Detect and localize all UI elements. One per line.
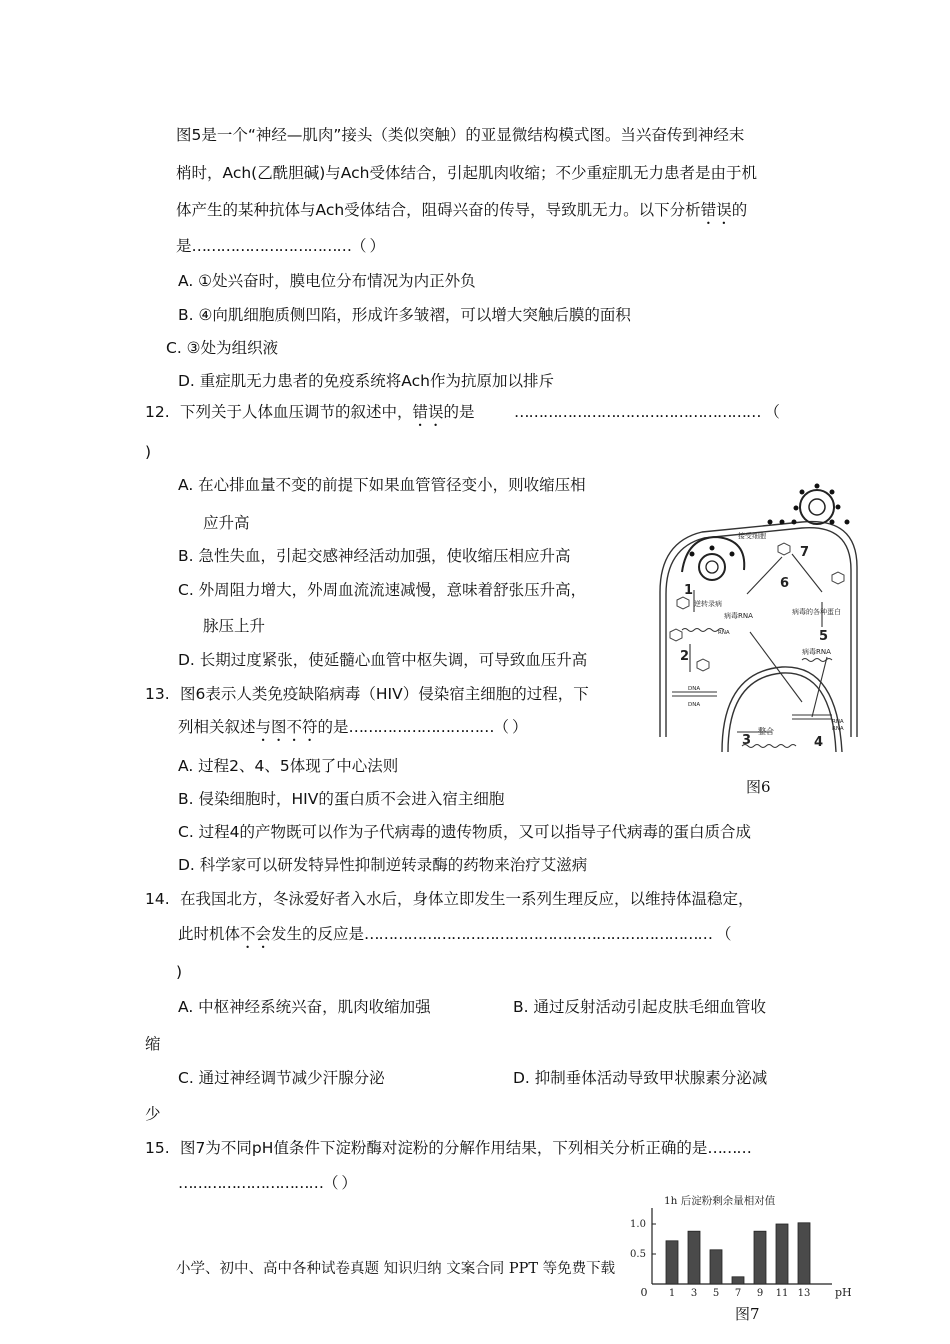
label-receptor-cell: 接受细胞 xyxy=(738,532,766,540)
capsid-protein-icon xyxy=(677,597,689,609)
chart-title: 1h 后淀粉剩余量相对值 xyxy=(664,1195,776,1207)
q11-stem-line2: 梢时，Ach(乙酰胆碱)与Ach受体结合，引起肌肉收缩；不少重症肌无力患者是由于机 xyxy=(176,164,757,182)
capsid-protein-icon xyxy=(697,659,709,671)
q12-stem xyxy=(180,402,475,430)
bar-ph-11 xyxy=(776,1224,788,1284)
q13-number: 13. xyxy=(145,685,170,703)
step-5: 5 xyxy=(819,629,829,644)
q15-answer-blank: …………………………（ ） xyxy=(178,1174,356,1192)
q13-stem-line2 xyxy=(178,717,526,745)
footer-text: 小学、初中、高中各种试卷真题 知识归纳 文案合同 PPT 等免费下载 xyxy=(176,1261,616,1277)
figure-7-caption: 图7 xyxy=(735,1305,760,1323)
x-tick-label: 1 xyxy=(668,1288,676,1299)
q12-close-paren: ) xyxy=(145,443,152,461)
q11-stem-line1: 图5是一个“神经—肌肉”接头（类似突触）的亚显微结构模式图。当兴奋传到神经末 xyxy=(176,126,745,144)
q11-option-c: C. ③处为组织液 xyxy=(166,339,279,357)
bar-ph-7 xyxy=(732,1277,744,1284)
q11-stem-end: 的 xyxy=(731,201,748,219)
bar-ph-5 xyxy=(710,1250,722,1284)
q12-option-b: B. 急性失血，引起交感神经活动加强，使收缩压相应升高 xyxy=(178,547,571,565)
capsid-protein-icon xyxy=(832,572,844,584)
rna-strand xyxy=(802,659,832,662)
step-1: 1 xyxy=(684,583,694,598)
q11-stem-shi: 是 xyxy=(176,237,192,255)
q12-emphasis: 错误 xyxy=(412,403,444,421)
q15-number: 15. xyxy=(145,1139,170,1157)
x-tick-label: 9 xyxy=(756,1288,764,1299)
x-tick-label: 11 xyxy=(775,1288,789,1299)
q12-answer-blank: …………………………………………… （ xyxy=(514,403,779,421)
q11-option-b: B. ④向肌细胞质侧凹陷，形成许多皱褶，可以增大突触后膜的面积 xyxy=(178,306,631,324)
hiv-infection-diagram xyxy=(652,482,867,772)
q14-answer-blank: ……………………………………………………………… （ xyxy=(364,925,731,943)
q14-stem-mid: 发生的反应是 xyxy=(271,925,365,943)
bar-ph-1 xyxy=(666,1241,678,1284)
step-4: 4 xyxy=(814,735,824,750)
x-tick-label: 13 xyxy=(797,1288,811,1299)
q11-option-a: A. ①处兴奋时，膜电位分布情况为内正外负 xyxy=(178,272,476,290)
q11-answer-blank: ……………………………（ ） xyxy=(191,237,384,255)
q14-option-b: B. 通过反射活动引起皮肤毛细血管收 xyxy=(513,998,766,1016)
bar-ph-9 xyxy=(754,1231,766,1284)
label-virus-rna-2: 病毒RNA xyxy=(802,648,831,656)
label-rna-3: RNA xyxy=(832,726,844,732)
x-tick-label: 3 xyxy=(690,1288,698,1299)
label-dna-2: DNA xyxy=(688,702,701,708)
q15-stem-dots: ……… xyxy=(707,1139,751,1157)
q11-stem-line4 xyxy=(176,236,384,256)
q12-option-d: D. 长期过度紧张，使延髓心血管中枢失调，可导致血压升高 xyxy=(178,651,588,669)
q12-option-c: C. 外周阻力增大，外周血流流速减慢，意味着舒张压升高， xyxy=(178,581,587,599)
x-tick-label: 7 xyxy=(734,1288,742,1299)
budding-virus-icon xyxy=(768,484,850,525)
q11-option-d: D. 重症肌无力患者的免疫系统将Ach作为抗原加以排斥 xyxy=(178,372,554,390)
q12-option-a: A. 在心排血量不变的前提下如果血管管径变小，则收缩压相 xyxy=(178,476,586,494)
label-virus-rna: 病毒RNA xyxy=(724,612,753,620)
y-tick-label: 1.0 xyxy=(630,1219,646,1230)
q11-stem-line3 xyxy=(176,200,747,228)
bar-ph-13 xyxy=(798,1223,810,1284)
q14-option-c: C. 通过神经调节减少汗腺分泌 xyxy=(178,1069,385,1087)
q14-number: 14. xyxy=(145,890,170,908)
label-reverse-virus: 逆转录病 xyxy=(694,600,722,608)
label-rna-2: RNA xyxy=(832,719,844,725)
q14-emphasis: 不会 xyxy=(240,925,272,943)
y-tick-label: 0.5 xyxy=(630,1249,646,1260)
q13-option-b: B. 侵染细胞时，HIV的蛋白质不会进入宿主细胞 xyxy=(178,790,505,808)
label-rna: RNA xyxy=(718,630,730,636)
q14-stem-text: 此时机体 xyxy=(178,925,241,943)
q12-stem-text: 下列关于人体血压调节的叙述中， xyxy=(180,403,413,421)
bar-ph-3 xyxy=(688,1231,700,1284)
q12-option-c-cont: 脉压上升 xyxy=(203,617,266,635)
q14-option-a: A. 中枢神经系统兴奋，肌肉收缩加强 xyxy=(178,998,431,1016)
q11-emphasis: 错误 xyxy=(700,201,732,219)
q13-option-a: A. 过程2、4、5体现了中心法则 xyxy=(178,757,399,775)
q11-stem-text: 体产生的某种抗体与Ach受体结合，阻碍兴奋的传导，导致肌无力。以下分析 xyxy=(176,201,701,219)
q12-option-a-cont: 应升高 xyxy=(203,514,250,532)
q13-emphasis: 与图不符 xyxy=(255,718,318,736)
q14-option-b-cont: 缩 xyxy=(145,1035,161,1053)
step-7: 7 xyxy=(800,545,810,560)
step-6: 6 xyxy=(780,576,790,591)
step-2: 2 xyxy=(680,649,690,664)
q14-stem-line2 xyxy=(178,924,730,952)
q13-option-d: D. 科学家可以研发特异性抑制逆转录酶的药物来治疗艾滋病 xyxy=(178,856,588,874)
x-tick-label: 5 xyxy=(712,1288,720,1299)
q13-answer-blank: …………………………（ ） xyxy=(348,718,527,736)
q14-option-d-cont: 少 xyxy=(145,1105,161,1123)
q13-option-c: C. 过程4的产物既可以作为子代病毒的遗传物质，又可以指导子代病毒的蛋白质合成 xyxy=(178,823,752,841)
q14-stem-line1: 在我国北方，冬泳爱好者入水后，身体立即发生一系列生理反应，以维持体温稳定， xyxy=(180,890,754,908)
nucleus-envelope xyxy=(722,667,842,752)
capsid-protein-icon xyxy=(670,629,682,641)
q13-stem-text: 列相关叙述 xyxy=(178,718,256,736)
q15-stem-text: 图7为不同pH值条件下淀粉酶对淀粉的分解作用结果，下列相关分析正确的是 xyxy=(180,1139,708,1157)
q12-number: 12. xyxy=(145,403,170,421)
q14-option-d: D. 抑制垂体活动导致甲状腺素分泌减 xyxy=(513,1069,768,1087)
q13-stem-line1: 图6表示人类免疫缺陷病毒（HIV）侵染宿主细胞的过程，下 xyxy=(180,685,589,703)
q13-stem-end: 的是 xyxy=(317,718,349,736)
step-3: 3 xyxy=(742,733,752,748)
capsid-protein-icon xyxy=(778,543,790,555)
x-axis-label: pH xyxy=(835,1286,852,1299)
figure-6-caption: 图6 xyxy=(746,778,771,796)
origin-label: 0 xyxy=(640,1286,648,1299)
q15-stem-line1 xyxy=(180,1138,751,1158)
label-integrate: 整合 xyxy=(758,727,774,736)
q14-close-paren: ) xyxy=(176,963,183,981)
label-dna: DNA xyxy=(688,686,701,692)
label-virus-proteins: 病毒的各种蛋白 xyxy=(792,608,841,616)
q12-stem-end: 的是 xyxy=(443,403,475,421)
